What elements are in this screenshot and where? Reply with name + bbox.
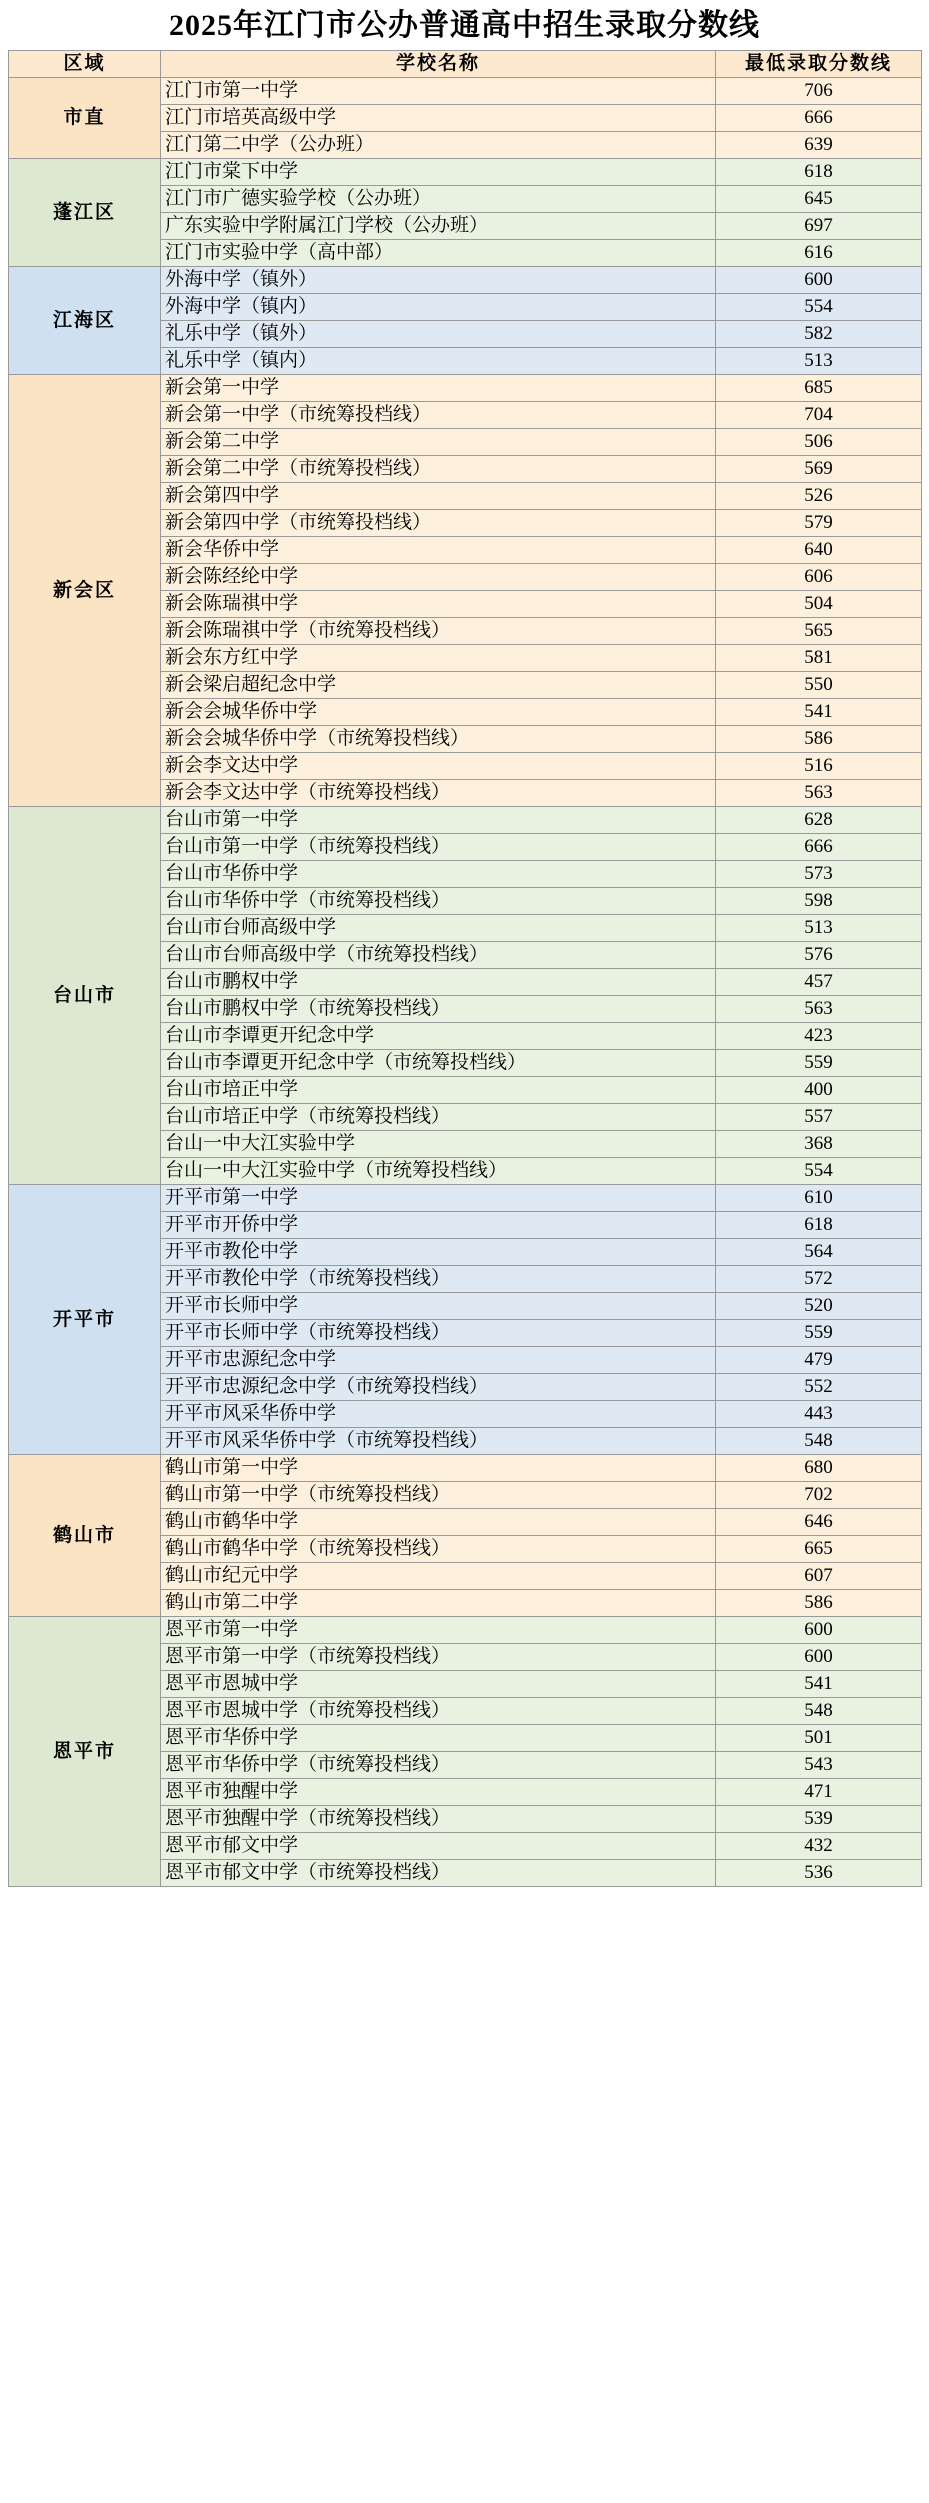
school-name-cell: 台山市华侨中学（市统筹投档线） (161, 888, 716, 915)
column-header-school: 学校名称 (161, 51, 716, 78)
school-name-cell: 台山市鹏权中学 (161, 969, 716, 996)
score-cell: 506 (716, 429, 922, 456)
score-cell: 526 (716, 483, 922, 510)
score-cell: 513 (716, 915, 922, 942)
table-header-row (9, 51, 922, 78)
score-cell: 640 (716, 537, 922, 564)
school-name-cell: 新会陈瑞祺中学 (161, 591, 716, 618)
score-cell: 586 (716, 726, 922, 753)
score-cell: 443 (716, 1401, 922, 1428)
school-name-cell: 台山市第一中学（市统筹投档线） (161, 834, 716, 861)
score-cell: 581 (716, 645, 922, 672)
score-cell: 559 (716, 1050, 922, 1077)
table-row (9, 267, 922, 294)
school-name-cell: 新会第二中学（市统筹投档线） (161, 456, 716, 483)
score-cell: 554 (716, 1158, 922, 1185)
school-name-cell: 礼乐中学（镇内） (161, 348, 716, 375)
score-cell: 541 (716, 1671, 922, 1698)
school-name-cell: 开平市长师中学（市统筹投档线） (161, 1320, 716, 1347)
score-cell: 569 (716, 456, 922, 483)
school-name-cell: 恩平市恩城中学（市统筹投档线） (161, 1698, 716, 1725)
school-name-cell: 新会陈经纶中学 (161, 564, 716, 591)
school-name-cell: 江门市广德实验学校（公办班） (161, 186, 716, 213)
score-cell: 504 (716, 591, 922, 618)
score-cell: 702 (716, 1482, 922, 1509)
table-row (9, 159, 922, 186)
school-name-cell: 新会第四中学 (161, 483, 716, 510)
score-cell: 606 (716, 564, 922, 591)
school-name-cell: 开平市风采华侨中学 (161, 1401, 716, 1428)
school-name-cell: 外海中学（镇内） (161, 294, 716, 321)
score-cell: 665 (716, 1536, 922, 1563)
score-cell: 572 (716, 1266, 922, 1293)
score-cell: 432 (716, 1833, 922, 1860)
school-name-cell: 江门市培英高级中学 (161, 105, 716, 132)
score-cell: 548 (716, 1428, 922, 1455)
school-name-cell: 鹤山市第一中学 (161, 1455, 716, 1482)
school-name-cell: 新会第一中学（市统筹投档线） (161, 402, 716, 429)
school-name-cell: 外海中学（镇外） (161, 267, 716, 294)
school-name-cell: 开平市教伦中学 (161, 1239, 716, 1266)
school-name-cell: 台山市培正中学（市统筹投档线） (161, 1104, 716, 1131)
school-name-cell: 台山市台师高级中学 (161, 915, 716, 942)
score-cell: 479 (716, 1347, 922, 1374)
school-name-cell: 恩平市独醒中学（市统筹投档线） (161, 1806, 716, 1833)
region-cell: 开平市 (9, 1185, 161, 1455)
score-cell: 550 (716, 672, 922, 699)
school-name-cell: 鹤山市纪元中学 (161, 1563, 716, 1590)
score-cell: 423 (716, 1023, 922, 1050)
school-name-cell: 新会李文达中学（市统筹投档线） (161, 780, 716, 807)
school-name-cell: 开平市忠源纪念中学 (161, 1347, 716, 1374)
school-name-cell: 台山一中大江实验中学 (161, 1131, 716, 1158)
score-cell: 563 (716, 996, 922, 1023)
page-title: 2025年江门市公办普通高中招生录取分数线 (169, 9, 760, 42)
school-name-cell: 台山市鹏权中学（市统筹投档线） (161, 996, 716, 1023)
score-cell: 576 (716, 942, 922, 969)
score-cell: 516 (716, 753, 922, 780)
table-row (9, 1455, 922, 1482)
score-cell: 706 (716, 78, 922, 105)
score-cell: 639 (716, 132, 922, 159)
school-name-cell: 恩平市郁文中学 (161, 1833, 716, 1860)
school-name-cell: 开平市忠源纪念中学（市统筹投档线） (161, 1374, 716, 1401)
table-row (9, 78, 922, 105)
score-cell: 600 (716, 1644, 922, 1671)
score-cell: 536 (716, 1860, 922, 1887)
score-cell: 565 (716, 618, 922, 645)
score-cell: 646 (716, 1509, 922, 1536)
school-name-cell: 恩平市第一中学（市统筹投档线） (161, 1644, 716, 1671)
region-cell: 台山市 (9, 807, 161, 1185)
school-name-cell: 台山市李谭更开纪念中学 (161, 1023, 716, 1050)
score-cell: 616 (716, 240, 922, 267)
score-cell: 618 (716, 159, 922, 186)
school-name-cell: 江门市实验中学（高中部） (161, 240, 716, 267)
score-cell: 666 (716, 834, 922, 861)
score-cell: 685 (716, 375, 922, 402)
score-cell: 586 (716, 1590, 922, 1617)
score-cell: 680 (716, 1455, 922, 1482)
column-header-region: 区域 (9, 51, 161, 78)
table-row (9, 1617, 922, 1644)
school-name-cell: 开平市教伦中学（市统筹投档线） (161, 1266, 716, 1293)
school-name-cell: 广东实验中学附属江门学校（公办班） (161, 213, 716, 240)
column-header-score: 最低录取分数线 (716, 51, 922, 78)
school-name-cell: 台山市第一中学 (161, 807, 716, 834)
score-cell: 579 (716, 510, 922, 537)
score-cell: 610 (716, 1185, 922, 1212)
region-cell: 蓬江区 (9, 159, 161, 267)
school-name-cell: 台山市李谭更开纪念中学（市统筹投档线） (161, 1050, 716, 1077)
region-cell: 恩平市 (9, 1617, 161, 1887)
school-name-cell: 礼乐中学（镇外） (161, 321, 716, 348)
score-cell: 573 (716, 861, 922, 888)
school-name-cell: 新会会城华侨中学 (161, 699, 716, 726)
region-cell: 市直 (9, 78, 161, 159)
school-name-cell: 新会李文达中学 (161, 753, 716, 780)
score-cell: 704 (716, 402, 922, 429)
school-name-cell: 江门第二中学（公办班） (161, 132, 716, 159)
score-cell: 471 (716, 1779, 922, 1806)
school-name-cell: 新会会城华侨中学（市统筹投档线） (161, 726, 716, 753)
score-cell: 557 (716, 1104, 922, 1131)
score-cell: 697 (716, 213, 922, 240)
school-name-cell: 新会第四中学（市统筹投档线） (161, 510, 716, 537)
region-cell: 新会区 (9, 375, 161, 807)
admission-score-table (8, 50, 922, 1887)
school-name-cell: 开平市第一中学 (161, 1185, 716, 1212)
table-row (9, 807, 922, 834)
school-name-cell: 恩平市华侨中学（市统筹投档线） (161, 1752, 716, 1779)
score-cell: 552 (716, 1374, 922, 1401)
school-name-cell: 鹤山市第二中学 (161, 1590, 716, 1617)
school-name-cell: 台山市培正中学 (161, 1077, 716, 1104)
table-row (9, 375, 922, 402)
school-name-cell: 鹤山市鹤华中学（市统筹投档线） (161, 1536, 716, 1563)
score-cell: 457 (716, 969, 922, 996)
score-cell: 513 (716, 348, 922, 375)
score-cell: 607 (716, 1563, 922, 1590)
school-name-cell: 开平市长师中学 (161, 1293, 716, 1320)
school-name-cell: 新会陈瑞祺中学（市统筹投档线） (161, 618, 716, 645)
score-cell: 666 (716, 105, 922, 132)
score-cell: 559 (716, 1320, 922, 1347)
table-row (9, 1185, 922, 1212)
score-cell: 618 (716, 1212, 922, 1239)
score-cell: 564 (716, 1239, 922, 1266)
school-name-cell: 新会第二中学 (161, 429, 716, 456)
school-name-cell: 江门市棠下中学 (161, 159, 716, 186)
school-name-cell: 恩平市郁文中学（市统筹投档线） (161, 1860, 716, 1887)
school-name-cell: 恩平市华侨中学 (161, 1725, 716, 1752)
school-name-cell: 新会华侨中学 (161, 537, 716, 564)
region-cell: 鹤山市 (9, 1455, 161, 1617)
school-name-cell: 新会东方红中学 (161, 645, 716, 672)
school-name-cell: 台山市华侨中学 (161, 861, 716, 888)
score-cell: 400 (716, 1077, 922, 1104)
school-name-cell: 新会第一中学 (161, 375, 716, 402)
school-name-cell: 江门市第一中学 (161, 78, 716, 105)
school-name-cell: 开平市风采华侨中学（市统筹投档线） (161, 1428, 716, 1455)
score-cell: 501 (716, 1725, 922, 1752)
score-cell: 543 (716, 1752, 922, 1779)
score-cell: 600 (716, 1617, 922, 1644)
school-name-cell: 恩平市恩城中学 (161, 1671, 716, 1698)
school-name-cell: 鹤山市鹤华中学 (161, 1509, 716, 1536)
score-cell: 541 (716, 699, 922, 726)
score-cell: 539 (716, 1806, 922, 1833)
score-cell: 368 (716, 1131, 922, 1158)
score-cell: 600 (716, 267, 922, 294)
score-cell: 598 (716, 888, 922, 915)
school-name-cell: 鹤山市第一中学（市统筹投档线） (161, 1482, 716, 1509)
table-header (9, 51, 922, 78)
school-name-cell: 开平市开侨中学 (161, 1212, 716, 1239)
score-cell: 554 (716, 294, 922, 321)
score-cell: 628 (716, 807, 922, 834)
score-cell: 645 (716, 186, 922, 213)
school-name-cell: 恩平市独醒中学 (161, 1779, 716, 1806)
school-name-cell: 台山一中大江实验中学（市统筹投档线） (161, 1158, 716, 1185)
score-cell: 563 (716, 780, 922, 807)
score-cell: 582 (716, 321, 922, 348)
score-cell: 548 (716, 1698, 922, 1725)
school-name-cell: 恩平市第一中学 (161, 1617, 716, 1644)
table-body (9, 78, 922, 1887)
school-name-cell: 新会梁启超纪念中学 (161, 672, 716, 699)
region-cell: 江海区 (9, 267, 161, 375)
school-name-cell: 台山市台师高级中学（市统筹投档线） (161, 942, 716, 969)
score-cell: 520 (716, 1293, 922, 1320)
